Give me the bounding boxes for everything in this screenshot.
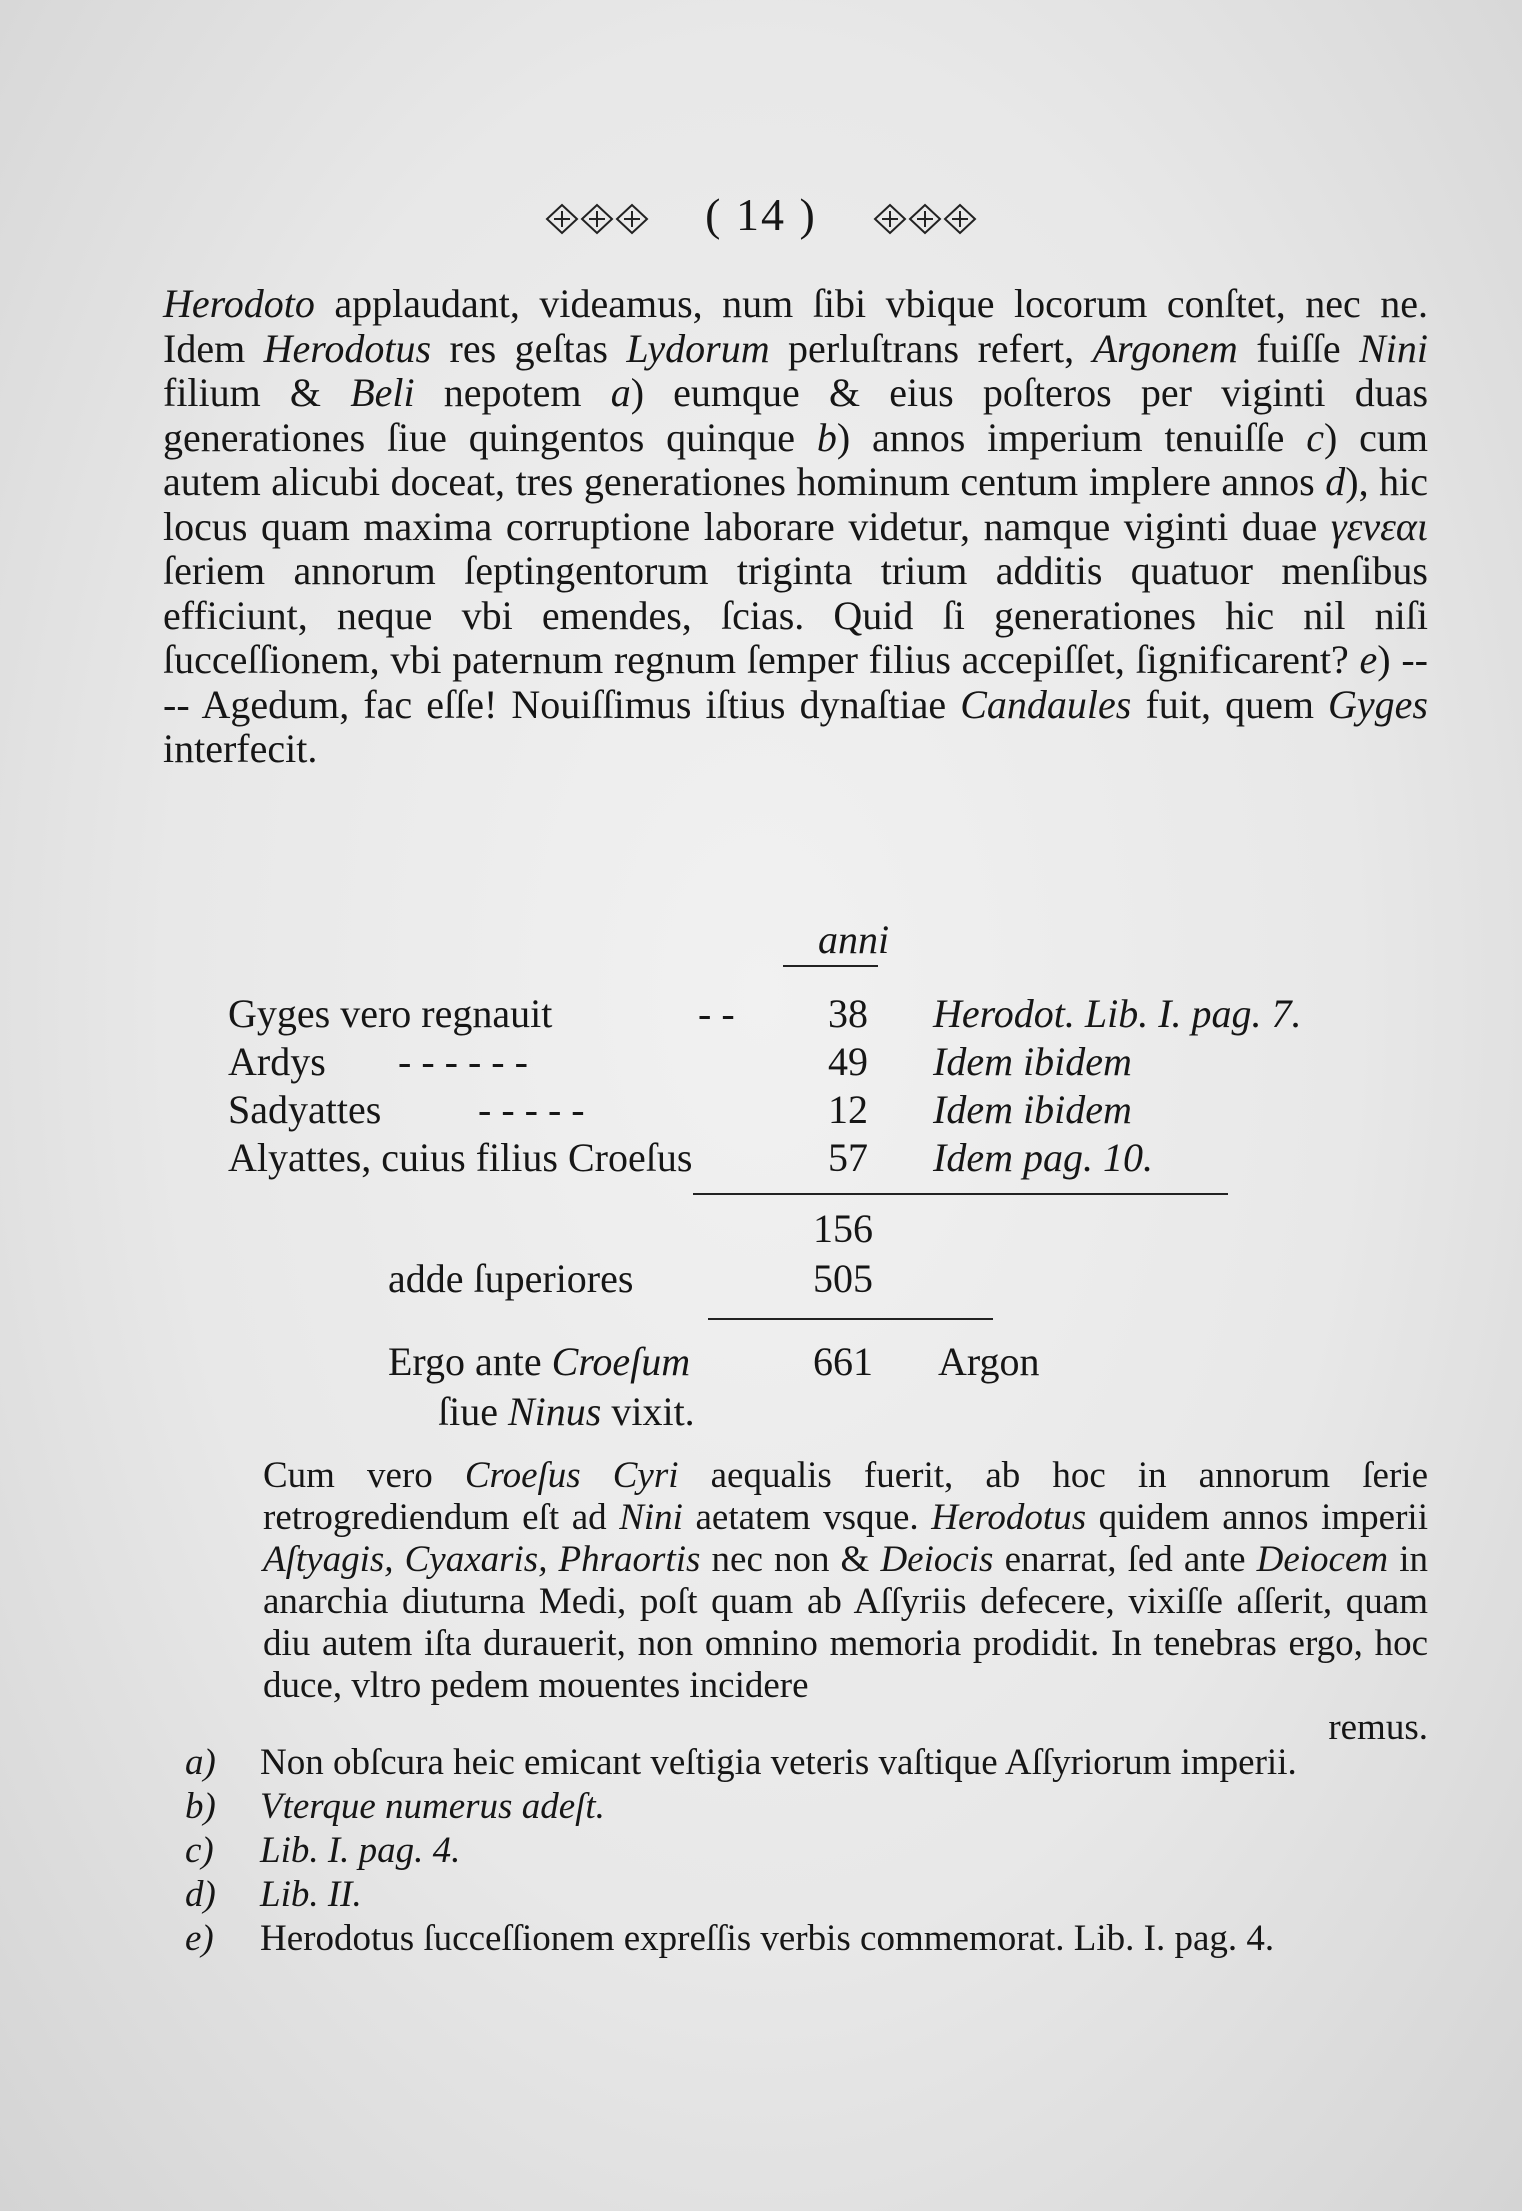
footnote-d: d) Lib. II. xyxy=(185,1874,362,1915)
ornament-right-icon xyxy=(870,197,980,241)
book-page: ( 14 ) Herodoto applaudant, videamus, num ſibi vbique locorum conſtet, nec ne. Idem Herodotus res geſtas Lydorum perluſtrans refert, Argonem fuiſſe Nini filium & Beli nepotem a) eumque & eius poſteros per viginti duas generationes ſiue quingentos quinque b) annos imperium tenuiſſe c) cum autem alicubi doceat, tres generationes hominum centum implere annos d), hic locus quam maxima corruptione laborare videtur, namque viginti duae γενεαι ſeriem annorum ſeptingentorum triginta trium additis quatuor menſibus efficiunt, neque vbi emendes, ſcias. Quid ſi generationes hic nil niſi ſucceſſionem, vbi paternum regnum ſemper filius accepiſſet, ſignificarent? e) ---- Agedum, fac eſſe! Nouiſſimus iſtius dynaſtiae Candaules fuit, quem Gyges interfecit. anni Gyges vero regnauit - - 38 Herodot. Lib. I. pag. 7. Ardys - - - - - - 49 Idem ibidem Sadyattes - - - - - 12 Idem ibidem Alyattes, cuius filius Croeſus 57 Idem pag. 10. 156 adde ſuperiores 505 Ergo ante Croeſum 661 Argon ſiue Ninus vixit. Cum vero Croeſus Cyri aequalis fuerit, ab hoc in annorum ſerie retrogrediendum eſt ad Nini aetatem vsque. Herodotus quidem annos imperii Aſtyagis, Cyaxaris, Phraortis nec non & Deiocis enarrat, ſed ante Deiocem in anarchia diuturna Medi, poſt quam ab Aſſyriis defecere, vixiſſe aſſerit, quam diu autem iſta durauerit, non omnino memoria prodidit. In tenebras ergo, hoc duce, vltro pedem mouentes incidere remus. a) Non obſcura heic emicant veſtigia veteris vaſtique Aſſyriorum imperii. b) Vterque numerus adeſt. c) Lib. I. pag. 4. d) Lib. II. e) Herodotus ſucceſſionem expreſſis verbis commemorat. Lib. I. pag. 4. xyxy=(0,0,1522,2211)
total-rule xyxy=(708,1318,993,1320)
footnote-b: b) Vterque numerus adeſt. xyxy=(185,1786,605,1827)
page-number: ( 14 ) xyxy=(705,189,817,240)
header-rule xyxy=(783,965,878,967)
footnote-c: c) Lib. I. pag. 4. xyxy=(185,1830,461,1871)
ornament-left-icon xyxy=(542,197,652,241)
table-header: anni xyxy=(818,917,890,962)
sum-rule xyxy=(693,1193,1228,1195)
second-paragraph: Cum vero Croeſus Cyri aequalis fuerit, ab hoc in annorum ſerie retrogrediendum eſt ad Nini aetatem vsque. Herodotus quidem annos imperii Aſtyagis, Cyaxaris, Phraortis nec non & Deiocis enarrat, ſed ante Deiocem in anarchia diuturna Medi, poſt quam ab Aſſyriis defecere, vixiſſe aſſerit, quam diu autem iſta durauerit, non omnino memoria prodidit. In tenebras ergo, hoc duce, vltro pedem mouentes incidere remus. xyxy=(263,1455,1429,1748)
footnote-a: a) Non obſcura heic emicant veſtigia veteris vaſtique Aſſyriorum imperii. xyxy=(185,1742,1297,1783)
footnotes xyxy=(185,1742,1435,1962)
footnote-e: e) Herodotus ſucceſſionem expreſſis verbis commemorat. Lib. I. pag. 4. xyxy=(185,1918,1275,1959)
page-header xyxy=(0,188,1522,241)
main-paragraph: Herodoto applaudant, videamus, num ſibi vbique locorum conſtet, nec ne. Idem Herodotus res geſtas Lydorum perluſtrans refert, Argonem fuiſſe Nini filium & Beli nepotem a) eumque & eius poſteros per viginti duas generationes ſiue quingentos quinque b) annos imperium tenuiſſe c) cum autem alicubi doceat, tres generationes hominum centum implere annos d), hic locus quam maxima corruptione laborare videtur, namque viginti duae γενεαι ſeriem annorum ſeptingentorum triginta trium additis quatuor menſibus efficiunt, neque vbi emendes, ſcias. Quid ſi generationes hic nil niſi ſucceſſionem, vbi paternum regnum ſemper filius accepiſſet, ſignificarent? e) ---- Agedum, fac eſſe! Nouiſſimus iſtius dynaſtiae Candaules fuit, quem Gyges interfecit. xyxy=(163,281,1429,771)
